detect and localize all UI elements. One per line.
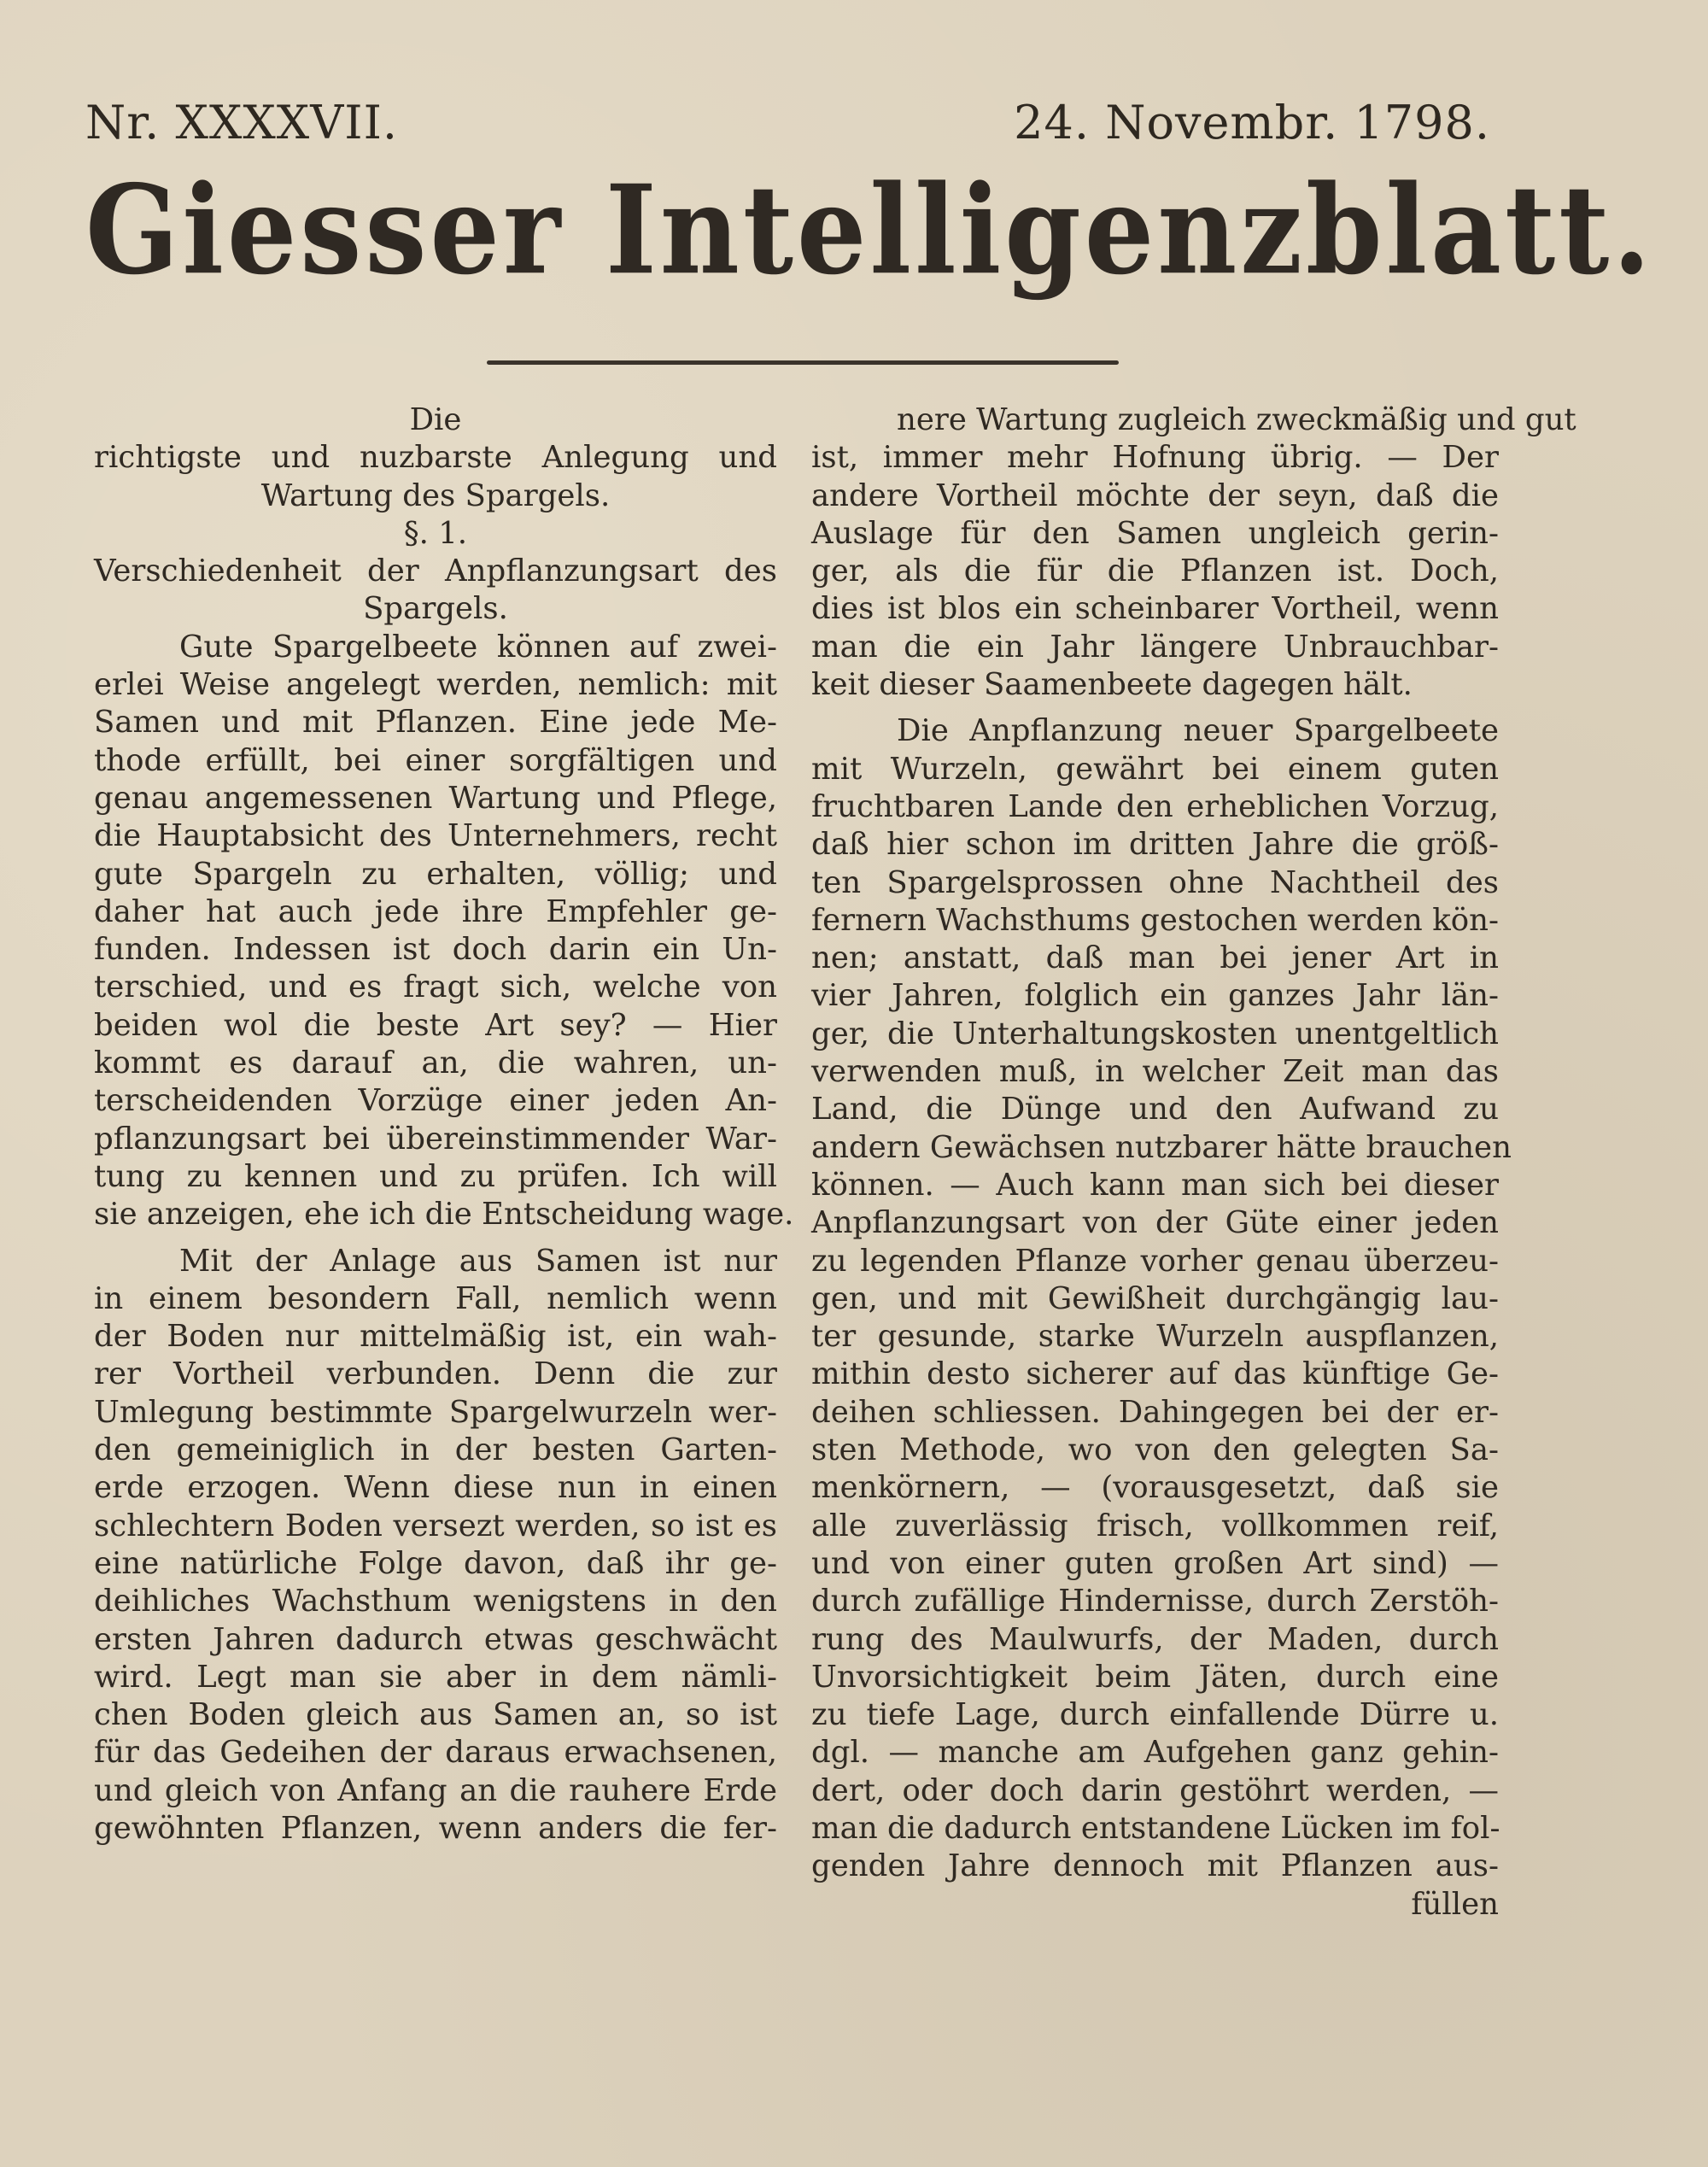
- article-title-line: richtigste und nuzbarste Anlegung und: [94, 440, 777, 476]
- text-line: ist, immer mehr Hofnung übrig. — Der: [811, 440, 1499, 476]
- left-paragraph-2: [94, 1243, 777, 1848]
- text-line: gen, und mit Gewißheit durchgängig lau-: [811, 1280, 1499, 1316]
- text-line: keit dieser Saamenbeete dagegen hält.: [811, 667, 1413, 703]
- text-line: sie anzeigen, ehe ich die Entscheidung wage.: [94, 1197, 794, 1233]
- text-line: deihliches Wachsthum wenigstens in den: [94, 1584, 777, 1619]
- text-line: deihen schliessen. Dahingegen bei der er-: [811, 1394, 1499, 1430]
- left-paragraph-1: [94, 629, 794, 1234]
- text-line: terscheidenden Vorzüge einer jeden An-: [94, 1083, 777, 1119]
- issue-number: Nr. XXXXVII.: [85, 96, 399, 149]
- text-line: können. — Auch kann man sich bei dieser: [811, 1167, 1499, 1203]
- text-line: gewöhnten Pflanzen, wenn anders die fer-: [94, 1810, 777, 1846]
- text-line: ger, als die für die Pflanzen ist. Doch,: [811, 553, 1499, 589]
- text-line: dies ist blos ein scheinbarer Vortheil, wenn: [811, 591, 1499, 627]
- text-line: wird. Legt man sie aber in dem nämli-: [94, 1659, 777, 1695]
- text-line: thode erfüllt, bei einer sorgfältigen und: [94, 742, 777, 778]
- text-line: nen; anstatt, daß man bei jener Art in: [811, 940, 1499, 976]
- text-line: beiden wol die beste Art sey? — Hier: [94, 1007, 777, 1043]
- text-line: alle zuverlässig frisch, vollkommen reif,: [811, 1508, 1499, 1543]
- text-line: ter gesunde, starke Wurzeln auspflanzen,: [811, 1319, 1499, 1355]
- text-line: den gemeiniglich in der besten Garten-: [94, 1432, 777, 1468]
- text-line: menkörnern, — (vorausgesetzt, daß sie: [811, 1470, 1499, 1506]
- text-line: rung des Maulwurfs, der Maden, durch: [811, 1621, 1499, 1657]
- text-line: pflanzungsart bei übereinstimmender War-: [94, 1121, 777, 1157]
- text-line: Samen und mit Pflanzen. Eine jede Me-: [94, 705, 777, 741]
- masthead-rule: [487, 360, 1119, 365]
- text-line: die Hauptabsicht des Unternehmers, recht: [94, 818, 777, 854]
- catchword: füllen: [1411, 1886, 1499, 1922]
- paragraph-gap: [811, 704, 1499, 712]
- right-paragraph-1: [811, 401, 1576, 704]
- text-line: tung zu kennen und zu prüfen. Ich will: [94, 1158, 777, 1194]
- text-line: kommt es darauf an, die wahren, un-: [94, 1045, 777, 1081]
- text-line: fruchtbaren Lande den erheblichen Vorzug,: [811, 788, 1499, 824]
- text-line: durch zufällige Hindernisse, durch Zerstöh-: [811, 1584, 1499, 1619]
- text-line: daß hier schon im dritten Jahre die größ-: [811, 827, 1499, 863]
- article-title-line: Die: [409, 402, 462, 437]
- text-line: Anpflanzungsart von der Güte einer jeden: [811, 1205, 1499, 1241]
- text-line: andere Vortheil möchte der seyn, daß die: [811, 477, 1499, 513]
- section-number: §. 1.: [403, 515, 468, 551]
- text-line: gute Spargeln zu erhalten, völlig; und: [94, 856, 777, 892]
- text-line: fernern Wachsthums gestochen werden kön-: [811, 902, 1499, 938]
- text-line: dert, oder doch darin gestöhrt werden, —: [811, 1772, 1499, 1808]
- text-line: ten Spargelsprossen ohne Nachtheil des: [811, 864, 1499, 900]
- text-line: chen Boden gleich aus Samen an, so ist: [94, 1697, 777, 1733]
- text-line: ger, die Unterhaltungskosten unentgeltlich: [811, 1016, 1499, 1051]
- text-line: und von einer guten großen Art sind) —: [811, 1545, 1499, 1581]
- text-line: andern Gewächsen nutzbarer hätte brauchen: [811, 1129, 1512, 1165]
- right-column: [811, 401, 1576, 1924]
- text-line: nere Wartung zugleich zweckmäßig und gut: [897, 402, 1576, 437]
- paragraph-gap: [94, 1234, 777, 1243]
- article-title-line: Wartung des Spargels.: [260, 477, 611, 513]
- section-heading-line: Spargels.: [363, 591, 508, 627]
- text-line: mit Wurzeln, gewährt bei einem guten: [811, 751, 1499, 787]
- text-line: Die Anpflanzung neuer Spargelbeete: [897, 713, 1499, 749]
- text-line: in einem besondern Fall, nemlich wenn: [94, 1280, 777, 1316]
- text-line: für das Gedeihen der daraus erwachsenen,: [94, 1735, 777, 1771]
- text-line: eine natürliche Folge davon, daß ihr ge-: [94, 1545, 777, 1581]
- text-line: Auslage für den Samen ungleich gerin-: [811, 515, 1499, 551]
- text-line: man die ein Jahr längere Unbrauchbar-: [811, 629, 1499, 665]
- issue-date: 24. Novembr. 1798.: [1014, 96, 1490, 149]
- text-line: vier Jahren, folglich ein ganzes Jahr län-: [811, 978, 1499, 1014]
- text-line: sten Methode, wo von den gelegten Sa-: [811, 1432, 1499, 1468]
- right-paragraph-2: [811, 712, 1512, 1885]
- text-line: genden Jahre dennoch mit Pflanzen aus-: [811, 1848, 1499, 1884]
- section-heading-line: Verschiedenheit der Anpflanzungsart des: [94, 553, 777, 589]
- text-line: rer Vortheil verbunden. Denn die zur: [94, 1356, 777, 1392]
- text-line: Land, die Dünge und den Aufwand zu: [811, 1092, 1499, 1127]
- text-line: und gleich von Anfang an die rauhere Erde: [94, 1772, 777, 1808]
- text-line: der Boden nur mittelmäßig ist, ein wah-: [94, 1319, 777, 1355]
- masthead-title: Giesser Intelligenzblatt.: [85, 159, 1654, 302]
- left-column: [94, 401, 794, 1848]
- text-line: Unvorsichtigkeit beim Jäten, durch eine: [811, 1659, 1499, 1695]
- text-line: Mit der Anlage aus Samen ist nur: [179, 1243, 777, 1279]
- text-line: schlechtern Boden versezt werden, so ist es: [94, 1508, 777, 1543]
- text-line: erlei Weise angelegt werden, nemlich: mit: [94, 667, 777, 703]
- text-line: man die dadurch entstandene Lücken im fol-: [811, 1810, 1500, 1846]
- text-line: funden. Indessen ist doch darin ein Un-: [94, 932, 777, 968]
- text-line: ersten Jahren dadurch etwas geschwächt: [94, 1621, 777, 1657]
- text-line: Gute Spargelbeete können auf zwei-: [179, 629, 777, 665]
- text-line: dgl. — manche am Aufgehen ganz gehin-: [811, 1735, 1499, 1771]
- text-line: daher hat auch jede ihre Empfehler ge-: [94, 893, 777, 929]
- text-line: genau angemessenen Wartung und Pflege,: [94, 780, 777, 816]
- text-line: zu legenden Pflanze vorher genau überzeu-: [811, 1243, 1499, 1279]
- text-line: terschied, und es fragt sich, welche von: [94, 969, 777, 1005]
- text-line: erde erzogen. Wenn diese nun in einen: [94, 1470, 777, 1506]
- text-line: zu tiefe Lage, durch einfallende Dürre u.: [811, 1697, 1499, 1733]
- text-line: verwenden muß, in welcher Zeit man das: [811, 1054, 1499, 1090]
- text-line: Umlegung bestimmte Spargelwurzeln wer-: [94, 1394, 777, 1430]
- text-line: mithin desto sicherer auf das künftige Ge-: [811, 1356, 1499, 1392]
